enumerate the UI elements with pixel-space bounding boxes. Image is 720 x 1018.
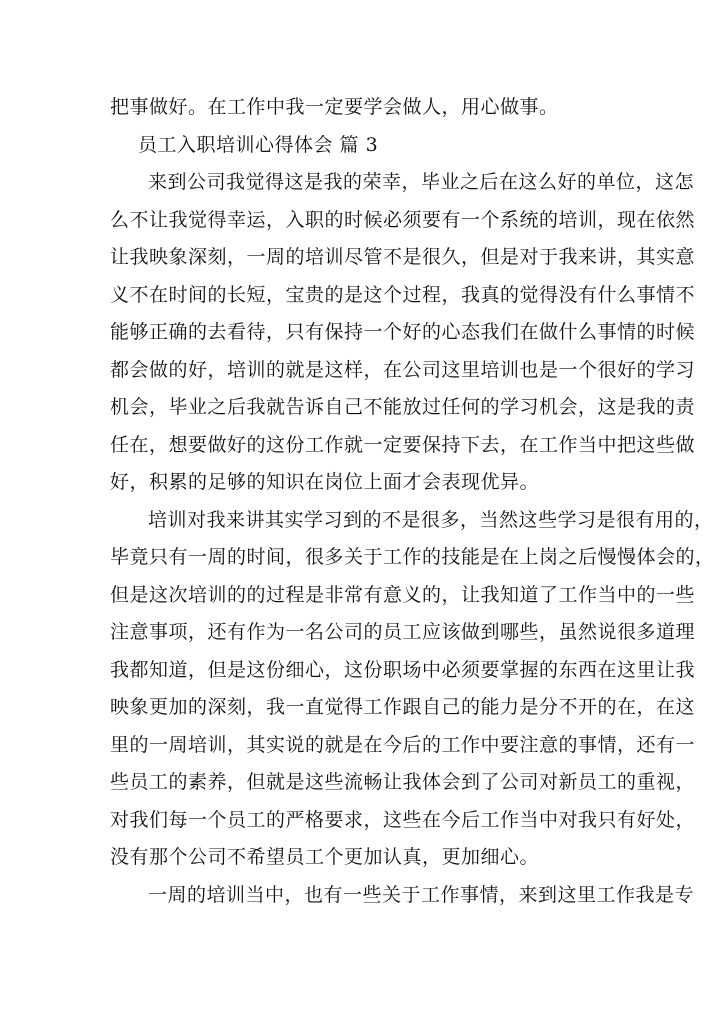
document-body: [110, 89, 715, 914]
paragraph-3: [110, 877, 695, 915]
paragraph-line: 对我们每一个员工的严格要求，这些在今后工作当中对我只有好处，: [110, 808, 696, 831]
paragraph-line: 我都知道，但是这份细心，这份职场中必须要掌握的东西在这里让我: [110, 658, 696, 681]
paragraph-line: 没有那个公司不希望员工个更加认真，更加细心。: [110, 846, 540, 868]
paragraph-line: 注意事项，还有作为一名公司的员工应该做到哪些，虽然说很多道理: [110, 621, 696, 643]
paragraph-fragment: 把事做好。在工作中我一定要学会做人，用心做事。: [110, 96, 559, 118]
section-heading: 员工入职培训心得体会 篇 3: [138, 133, 379, 156]
paragraph-line: 任在，想要做好的这份工作就一定要保持下去，在工作当中把这些做: [110, 433, 696, 456]
paragraph-line: 映象更加的深刻，我一直觉得工作跟自己的能力是分不开的在，在这: [110, 696, 696, 718]
paragraph-line: 都会做的好，培训的就是这样，在公司这里培训也是一个很好的学习: [110, 358, 696, 381]
paragraph-line: 些员工的素养，但就是这些流畅让我体会到了公司对新员工的重视，: [110, 771, 696, 793]
paragraph-2: [110, 502, 715, 877]
paragraph-1: [110, 164, 696, 502]
paragraph-line: 毕竟只有一周的时间，很多关于工作的技能是在上岗之后慢慢体会的，: [110, 546, 715, 568]
paragraph-line: 但是这次培训的的过程是非常有意义的，让我知道了工作当中的一些: [110, 583, 696, 606]
paragraph-line: 一周的培训当中，也有一些关于工作事情，来到这里工作我是专: [148, 883, 695, 906]
paragraph-line: 么不让我觉得幸运，入职的时候必须要有一个系统的培训，现在依然: [110, 208, 696, 231]
paragraph-line: 里的一周培训，其实说的就是在今后的工作中要注意的事情，还有一: [110, 733, 696, 756]
paragraph-line: 培训对我来讲其实学习到的不是很多，当然这些学习是很有用的，: [148, 508, 714, 531]
paragraph-line: 好，积累的足够的知识在岗位上面才会表现优异。: [110, 471, 540, 493]
paragraph-line: 义不在时间的长短，宝贵的是这个过程，我真的觉得没有什么事情不: [110, 283, 696, 306]
paragraph-line: 来到公司我觉得这是我的荣幸，毕业之后在这么好的单位，这怎: [148, 171, 695, 193]
paragraph-line: 让我映象深刻，一周的培训尽管不是很久，但是对于我来讲，其实意: [110, 246, 696, 268]
paragraph-line: 机会，毕业之后我就告诉自己不能放过任何的学习机会，这是我的责: [110, 396, 696, 418]
paragraph-line: 能够正确的去看待，只有保持一个好的心态我们在做什么事情的时候: [110, 321, 696, 343]
